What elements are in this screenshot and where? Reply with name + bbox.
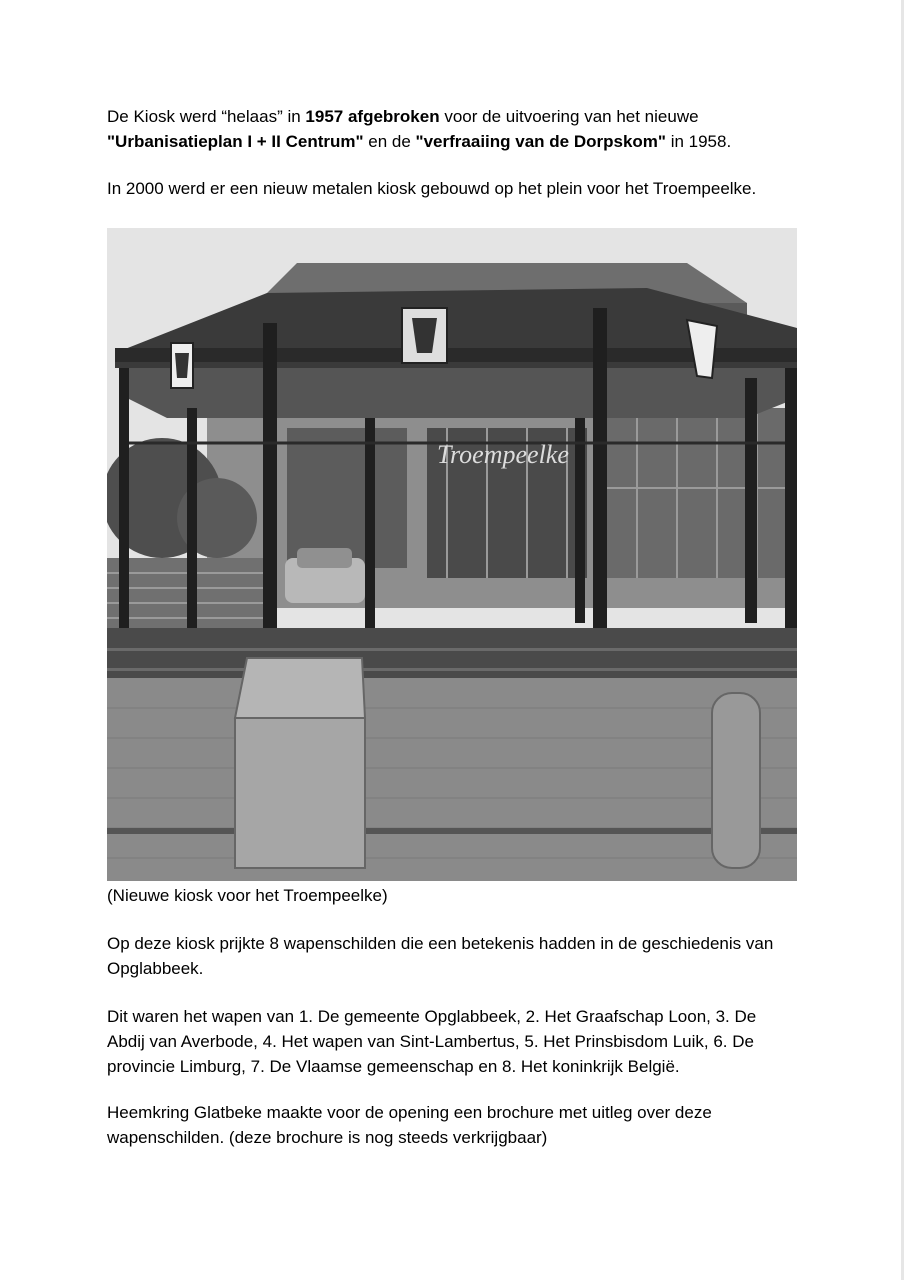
storefront-sign: Troempeelke <box>437 440 569 469</box>
paragraph-kiosk-demolished <box>107 104 797 154</box>
bold-urbanisation-plan: "Urbanisatieplan I + II Centrum" <box>107 132 364 151</box>
text-run: en de <box>363 132 416 151</box>
paragraph-brochure: Heemkring Glatbeke maakte voor de opening een brochure met uitleg over deze wapenschilden. (deze brochure is nog steeds verkrijgbaar) <box>107 1103 712 1147</box>
photo-caption: (Nieuwe kiosk voor het Troempeelke) <box>107 886 388 905</box>
text-run: voor de uitvoering van het nieuwe <box>439 107 699 126</box>
paragraph-new-kiosk: In 2000 werd er een nieuw metalen kiosk gebouwd op het plein voor het Troempeelke. <box>107 179 757 198</box>
bold-village-center: "verfraaiing van de Dorpskom" <box>415 132 666 151</box>
text-run: De Kiosk werd “helaas” in <box>107 107 306 126</box>
text-run: in 1958. <box>665 132 732 151</box>
paragraph-arms-list: Dit waren het wapen van 1. De gemeente Opglabbeek, 2. Het Graafschap Loon, 3. De Abdij van Averbode, 4. Het wapen van Sint-Lambertus, 5. Het Prinsbisdom Luik, 6. De provincie Limburg, 7. De Vlaamse gemeenschap en 8. Het koninkrijk België. <box>107 1007 757 1076</box>
kiosk-photo-illustration <box>107 228 797 881</box>
bold-year-demolished: 1957 afgebroken <box>305 107 440 126</box>
paragraph-coats-of-arms: Op deze kiosk prijkte 8 wapenschilden die een betekenis hadden in de geschiedenis van Opglabbeek. <box>107 934 774 978</box>
kiosk-photo <box>107 228 797 881</box>
